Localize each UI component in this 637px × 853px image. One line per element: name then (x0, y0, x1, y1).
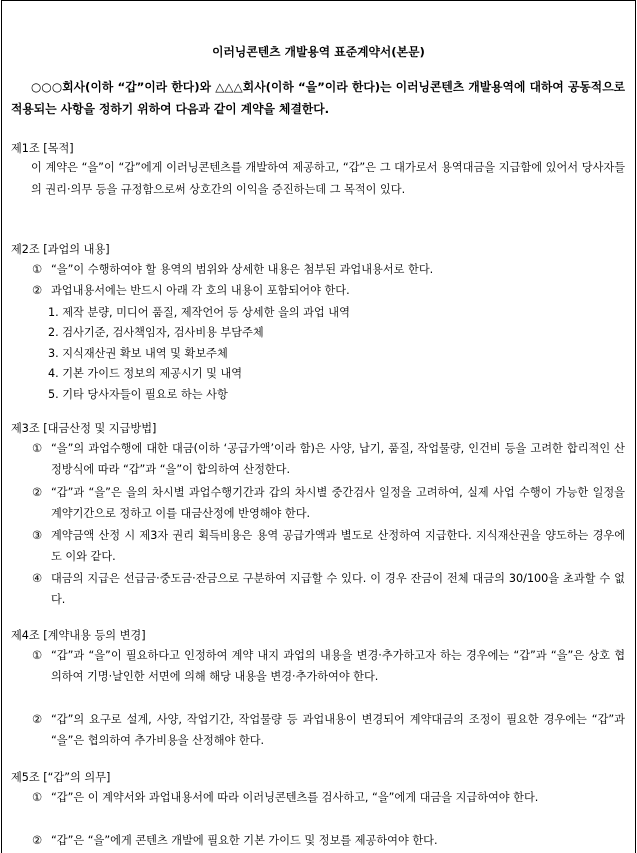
article-title: 제3조 [대금산정 및 지급방법] (11, 422, 157, 435)
clause-number: ② (32, 713, 43, 726)
clause-number: ① (32, 263, 43, 276)
clause-number: ① (32, 791, 43, 804)
clause-text: 과업내용서에는 반드시 아래 각 호의 내용이 포함되어야 한다. (51, 284, 350, 297)
article-title: 제1조 [목적] (11, 142, 74, 155)
clause-text: “갑”과 “을”은 을의 차시별 과업수행기간과 갑의 차시별 중간검사 일정을 고려하여, 실제 사업 수행이 가능한 일정을 계약기간으로 정하고 이를 대금산정에 반영해야 한다. (51, 486, 625, 520)
article-title: 제4조 [계약내용 등의 변경] (11, 629, 146, 642)
clause-number: ② (32, 284, 43, 297)
clause-text: “갑”과 “을”이 필요하다고 인정하여 계약 내지 과업의 내용을 변경·추가하고자 하는 경우에는 “갑”과 “을”은 상호 협의하여 기명·날인한 서면에 의해 해당 내용을 변경·추가하여야 한다. (51, 649, 625, 683)
subitem: 1. 제작 분량, 미디어 품질, 제작언어 등 상세한 을의 과업 내역 (48, 306, 350, 319)
article-title: 제5조 [“갑”의 의무] (11, 771, 111, 784)
clause-text: “갑”의 요구로 설계, 사양, 작업기간, 작업물량 등 과업내용이 변경되어 계약대금의 조정이 필요한 경우에는 “갑”과 “을”은 협의하여 추가비용을 산정해야 한다. (51, 713, 625, 747)
subitem: 5. 기타 당사자들이 필요로 하는 사항 (48, 388, 228, 401)
clause-text: 대금의 지급은 선급금·중도금·잔금으로 구분하여 지급할 수 있다. 이 경우 잔금이 전체 대금의 30/100을 초과할 수 없다. (51, 572, 625, 606)
clause-text: “을”이 수행하여야 할 용역의 범위와 상세한 내용은 첨부된 과업내용서로 한다. (51, 263, 434, 276)
clause-number: ② (32, 834, 43, 847)
subitem: 4. 기본 가이드 정보의 제공시기 및 내역 (48, 367, 243, 380)
clause-text: 계약금액 산정 시 제3자 권리 획득비용은 용역 공급가액과 별도로 산정하여 지급한다. 지식재산권을 양도하는 경우에도 이와 같다. (51, 529, 625, 563)
contract-page (1, 0, 636, 853)
intro-paragraph: ○○○회사(이하 “갑”이라 한다)와 △△△회사(이하 “을”이라 한다)는 이러닝콘텐츠 개발용역에 대하여 공동적으로 적용되는 사항을 정하기 위하여 다음과 같이 계약을 체결한다. (11, 80, 625, 116)
clause-number: ① (32, 649, 43, 662)
subitem: 2. 검사기준, 검사책임자, 검사비용 부담주체 (48, 326, 264, 339)
clause-text: “갑”은 “을”에게 콘텐츠 개발에 필요한 기본 가이드 및 정보를 제공하여야 한다. (51, 834, 438, 847)
clause-text: “갑”은 이 계약서와 과업내용서에 따라 이러닝콘텐츠를 검사하고, “을”에게 대금을 지급하여야 한다. (51, 791, 539, 804)
clause-number: ③ (32, 529, 43, 542)
article-body: 이 계약은 “을”이 “갑”에게 이러닝콘텐츠를 개발하여 제공하고, “갑”은 그 대가로서 용역대금을 지급함에 있어서 당사자들의 권리·의무 등을 규정함으로써 상호간의 이익을 증진하는데 그 목적이 있다. (31, 161, 625, 196)
clause-number: ④ (32, 572, 43, 585)
clause-text: “을”의 과업수행에 대한 대금(이하 ‘공급가액’이라 함)은 사양, 납기, 품질, 작업물량, 인건비 등을 고려한 합리적인 산정방식에 따라 “갑”과 “을”이 합의하여 산정한다. (51, 442, 625, 476)
article-title: 제2조 [과업의 내용] (11, 243, 110, 256)
clause-number: ① (32, 442, 43, 455)
subitem: 3. 지식재산권 확보 내역 및 확보주체 (48, 347, 228, 360)
document-title: 이러닝콘텐츠 개발용역 표준계약서(본문) (212, 45, 425, 59)
clause-number: ② (32, 486, 43, 499)
